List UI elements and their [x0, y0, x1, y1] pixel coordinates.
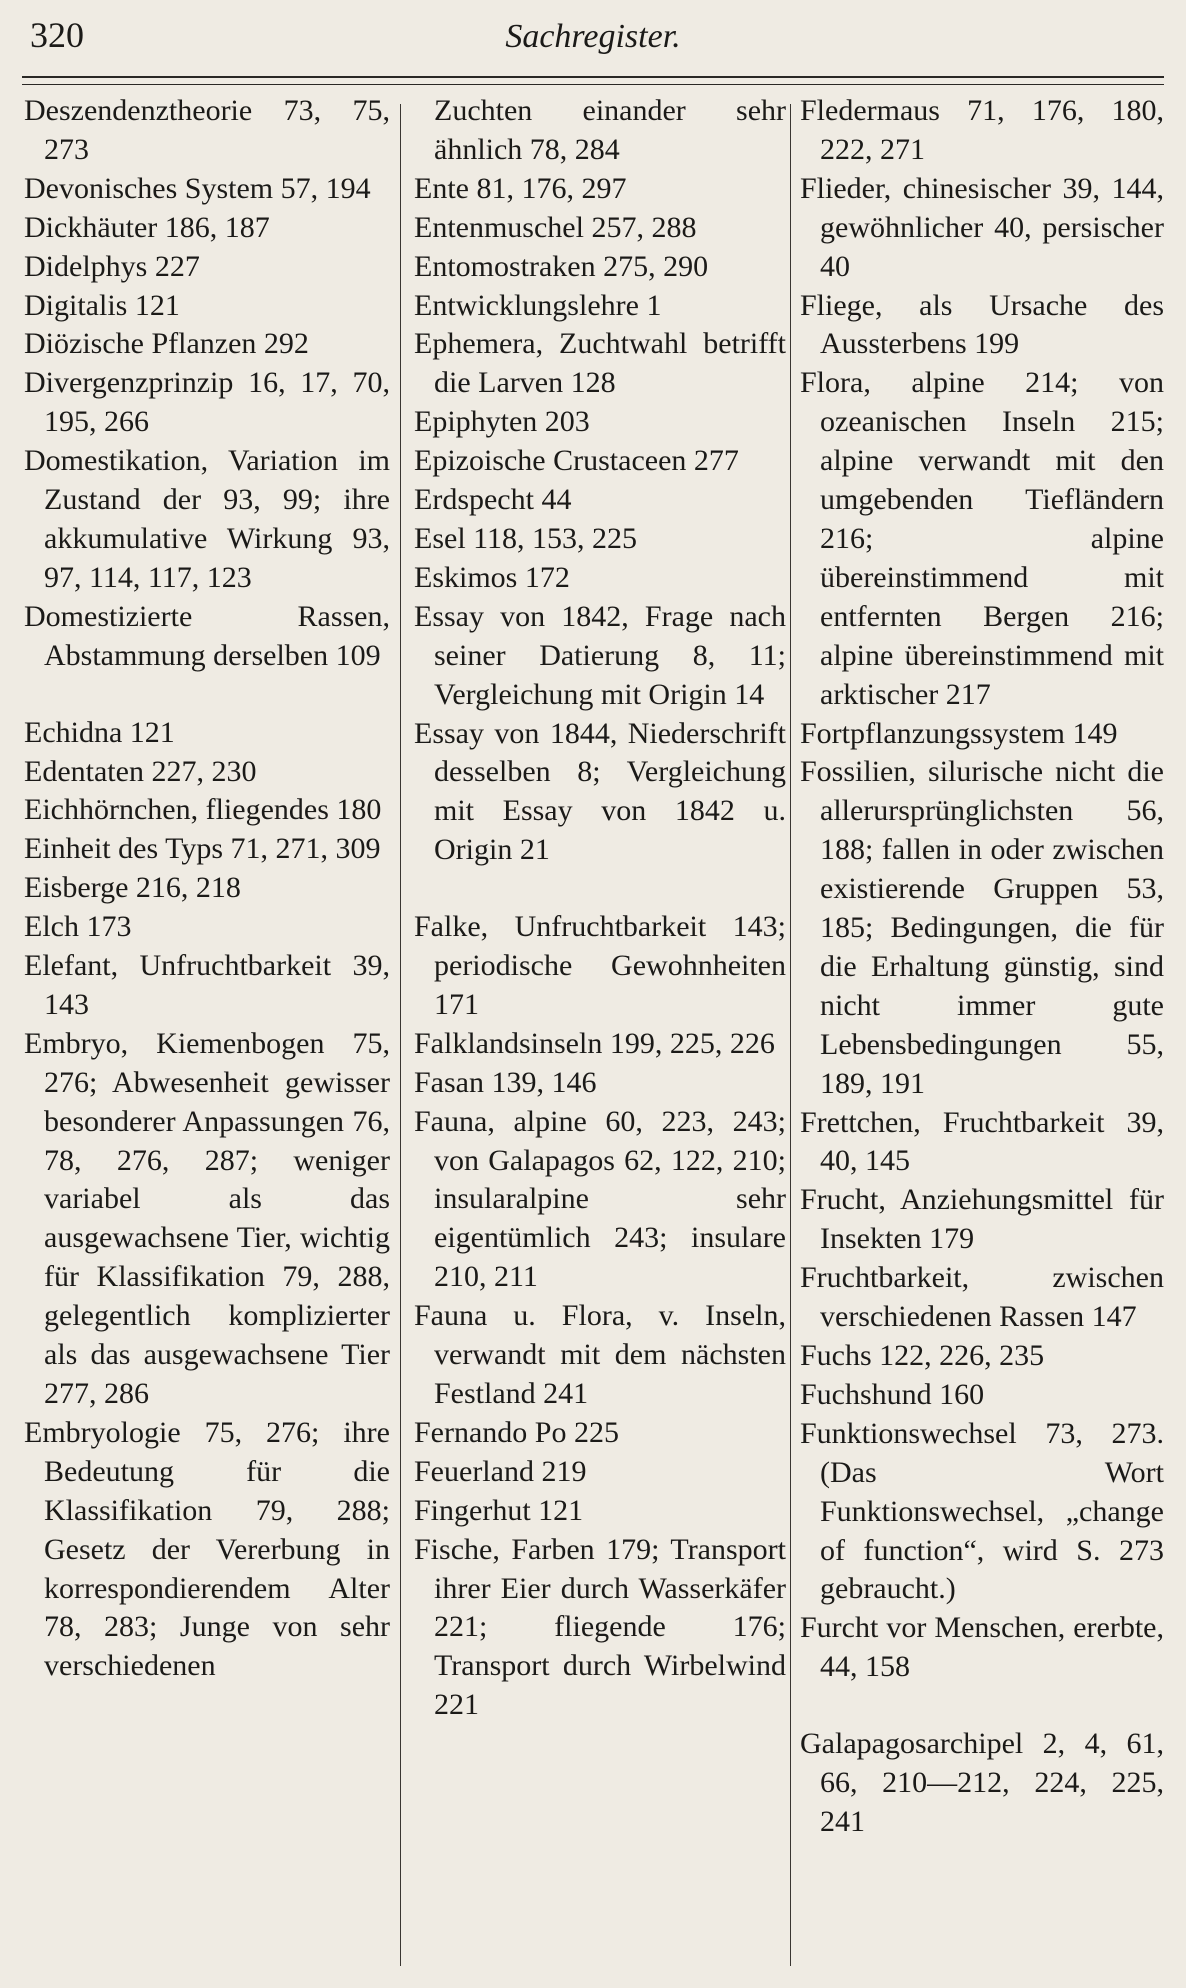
index-entry: Fossilien, silurische nicht die allerursprünglichsten 56, 188; fallen in oder zwischen existierende Gruppen 53, 185; Bedingungen, die für die Erhaltung günstig, sind nicht immer gute Lebensbedingungen 55, 189, 191 — [800, 755, 1164, 1100]
letter-gap — [24, 676, 390, 714]
index-entry: Epiphyten 203 — [414, 405, 590, 439]
index-entry: Einheit des Typs 71, 271, 309 — [24, 832, 381, 866]
index-entry: Esel 118, 153, 225 — [414, 521, 638, 555]
index-entry: Fuchshund 160 — [800, 1377, 985, 1411]
column-divider — [400, 104, 401, 1966]
index-entry: Fernando Po 225 — [414, 1415, 619, 1449]
index-entry: Elch 173 — [24, 910, 132, 944]
header-rule-thin — [22, 84, 1164, 85]
index-entry: Fliege, als Ursache des Aussterbens 199 — [800, 288, 1164, 361]
index-entry: Entwicklungslehre 1 — [414, 288, 662, 322]
index-entry: Galapagosarchipel 2, 4, 61, 66, 210—212, 224, 225, 241 — [800, 1727, 1164, 1838]
index-entry: Feuerland 219 — [414, 1454, 587, 1488]
index-entry: Funktionswechsel 73, 273. (Das Wort Funktionswechsel, „change of function“, wird S. 273 gebraucht.) — [800, 1416, 1164, 1606]
index-entry-continued: Zuchten einander sehr ähnlich 78, 284 — [434, 94, 786, 166]
index-entry: Fledermaus 71, 176, 180, 222, 271 — [800, 94, 1164, 166]
index-entry: Falke, Unfruchtbarkeit 143; periodische Gewohnheiten 171 — [414, 910, 786, 1021]
index-column-2 — [414, 92, 786, 1725]
index-entry: Entomostraken 275, 290 — [414, 249, 709, 283]
index-entry: Diözische Pflanzen 292 — [24, 327, 309, 361]
index-entry: Ente 81, 176, 297 — [414, 171, 627, 205]
index-entry: Flora, alpine 214; von ozeanischen Inseln 215; alpine verwandt mit den umgebenden Tiefländern 216; alpine übereinstimmend mit entfernten Bergen 216; alpine übereinstimmend mit arktischer 217 — [800, 366, 1164, 711]
index-entry: Devonisches System 57, 194 — [24, 171, 371, 205]
index-entry: Fortpflanzungssystem 149 — [800, 716, 1118, 750]
index-entry: Echidna 121 — [24, 715, 175, 749]
index-entry: Domestizierte Rassen, Abstammung derselben 109 — [24, 599, 390, 672]
letter-gap — [800, 1687, 1164, 1725]
index-entry: Frettchen, Fruchtbarkeit 39, 40, 145 — [800, 1105, 1164, 1178]
index-entry: Furcht vor Menschen, ererbte, 44, 158 — [800, 1611, 1164, 1684]
index-entry: Flieder, chinesischer 39, 144, gewöhnlicher 40, persischer 40 — [800, 171, 1164, 283]
index-entry: Falklandsinseln 199, 225, 226 — [414, 1026, 775, 1060]
running-title: Sachregister. — [505, 18, 681, 55]
index-entry: Fauna u. Flora, v. Inseln, verwandt mit dem nächsten Festland 241 — [414, 1299, 786, 1410]
index-entry: Fasan 139, 146 — [414, 1065, 597, 1099]
index-entry: Fuchs 122, 226, 235 — [800, 1339, 1045, 1372]
index-entry: Domestikation, Variation im Zustand der 93, 99; ihre akkumulative Wirkung 93, 97, 114, 117, 123 — [24, 444, 390, 594]
index-entry: Deszendenztheorie 73, 75, 273 — [24, 94, 390, 166]
index-entry: Ephemera, Zuchtwahl betrifft die Larven 128 — [414, 327, 786, 400]
index-entry: Digitalis 121 — [24, 288, 180, 322]
index-entry: Fruchtbarkeit, zwischen verschiedenen Rassen 147 — [800, 1261, 1164, 1334]
index-entry: Entenmuschel 257, 288 — [414, 210, 697, 244]
header-rule — [22, 76, 1164, 78]
index-column-1 — [24, 92, 390, 1686]
index-entry: Essay von 1842, Frage nach seiner Datierung 8, 11; Vergleichung mit Origin 14 — [414, 599, 786, 711]
letter-gap — [414, 870, 786, 908]
index-entry: Elefant, Unfruchtbarkeit 39, 143 — [24, 949, 390, 1021]
index-entry: Eskimos 172 — [414, 560, 570, 594]
index-entry: Embryologie 75, 276; ihre Bedeutung für die Klassifikation 79, 288; Gesetz der Vererbung in korrespondierendem Alter 78, 283; Junge von sehr verschiedenen — [24, 1415, 390, 1683]
index-entry: Epizoische Crustaceen 277 — [414, 444, 739, 478]
index-entry: Frucht, Anziehungsmittel für Insekten 179 — [800, 1183, 1164, 1256]
page-number: 320 — [30, 15, 84, 55]
index-entry: Erdspecht 44 — [414, 483, 572, 517]
index-entry: Fische, Farben 179; Transport ihrer Eier durch Wasserkäfer 221; fliegende 176; Transport durch Wirbelwind 221 — [414, 1532, 786, 1722]
index-entry: Didelphys 227 — [24, 249, 200, 283]
index-entry: Fauna, alpine 60, 223, 243; von Galapagos 62, 122, 210; insularalpine sehr eigentümlich 243; insulare 210, 211 — [414, 1104, 786, 1294]
index-column-3 — [800, 92, 1164, 1842]
index-entry: Eichhörnchen, fliegendes 180 — [24, 793, 382, 827]
index-entry: Edentaten 227, 230 — [24, 754, 257, 788]
index-entry: Eisberge 216, 218 — [24, 871, 241, 905]
index-entry: Embryo, Kiemenbogen 75, 276; Abwesenheit gewisser besonderer Anpassungen 76, 78, 276, 287; weniger variabel als das ausgewachsene Tier, wichtig für Klassifikation 79, 288, gelegentlich komplizierter als das ausgewachsene Tier 277, 286 — [24, 1026, 390, 1410]
index-entry: Divergenzprinzip 16, 17, 70, 195, 266 — [24, 366, 390, 439]
column-divider — [790, 104, 791, 1966]
index-entry: Fingerhut 121 — [414, 1493, 584, 1527]
index-entry: Essay von 1844, Niederschrift desselben 8; Vergleichung mit Essay von 1842 u. Origin 21 — [414, 716, 786, 867]
index-entry: Dickhäuter 186, 187 — [24, 210, 270, 244]
